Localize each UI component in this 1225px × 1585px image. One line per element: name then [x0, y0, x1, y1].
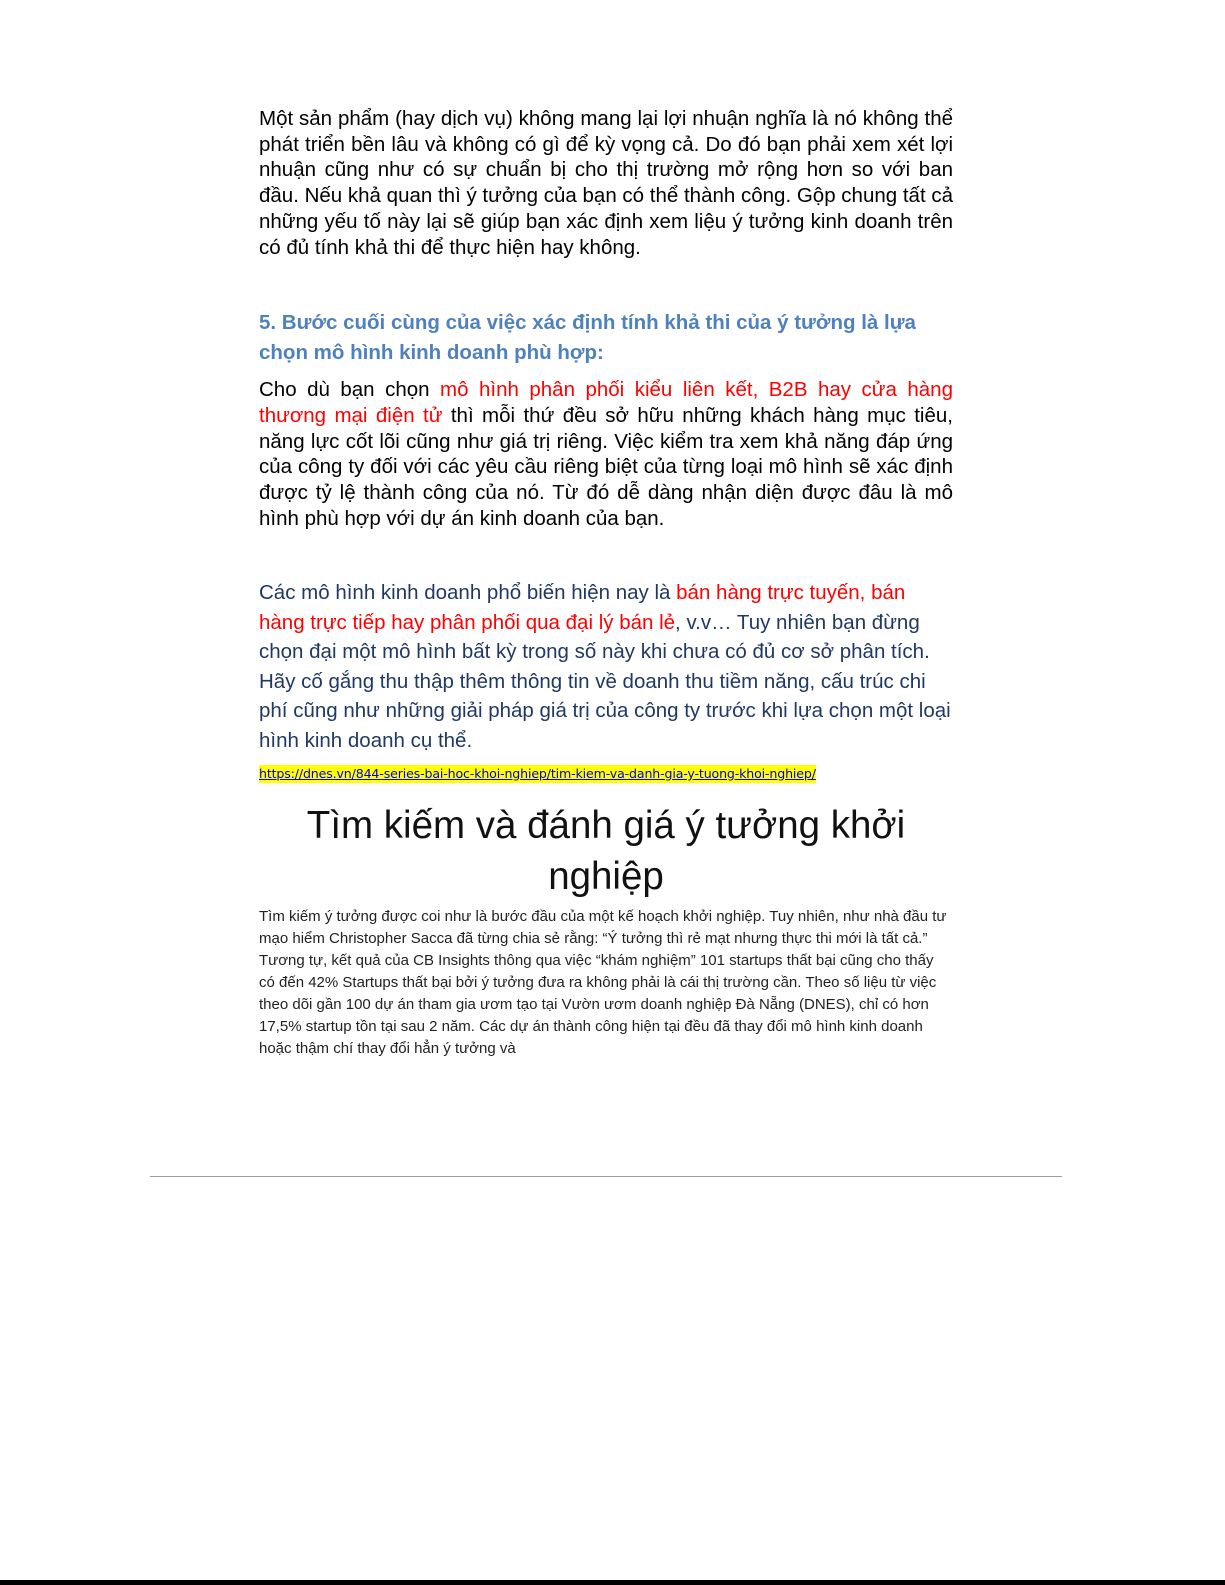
highlighted-text: bán hàng trực tuyến, bán hàng trực tiếp hay phân phối qua đại lý bán lẻ — [259, 581, 906, 634]
paragraph-profit: Một sản phẩm (hay dịch vụ) không mang lại lợi nhuận nghĩa là nó không thể phát triển bền lâu và không có gì để kỳ vọng cả. Do đó bạn phải xem xét lợi nhuận cũng như có sự chuẩn bị cho thị trường mở rộng hơn so với ban đầu. Nếu khả quan thì ý tưởng của bạn có thể thành công. Gộp chung tất cả những yếu tố này lại sẽ giúp bạn xác định xem liệu ý tưởng kinh doanh trên có đủ tính khả thi để thực hiện hay không. — [259, 107, 953, 259]
paragraph-text: Cho dù bạn chọn — [259, 378, 441, 401]
paragraph-text: , v.v… Tuy nhiên bạn đừng chọn đại một mô hình bất kỳ trong số này khi chưa có đủ cơ sở phân tích. Hãy cố gắng thu thập thêm thông tin về doanh thu tiềm năng, cấu trúc chi phí cũng như những giải pháp giá trị của công ty trước khi lựa chọn một loại hình kinh doanh cụ thể. — [259, 610, 951, 752]
highlighted-text: mô hình phân phối kiểu liên kết, B2B hay cửa hàng thương mại điện tử — [259, 378, 953, 427]
paragraph-text: thì mỗi thứ đều sở hữu những khách hàng mục tiêu, năng lực cốt lõi cũng như giá trị riêng. Việc kiểm tra xem khả năng đáp ứng của công ty đối với các yêu cầu riêng biệt của từng loại mô hình sẽ xác định được tỷ lệ thành công của nó. Từ đó dễ dàng nhận diện được đâu là mô hình phù hợp với dự án kinh doanh của bạn. — [259, 403, 953, 530]
section-heading-5: 5. Bước cuối cùng của việc xác định tính khả thi của ý tưởng là lựa chọn mô hình kinh doanh phù hợp: — [259, 311, 916, 364]
source-link[interactable]: https://dnes.vn/844-series-bai-hoc-khoi-nghiep/tim-kiem-va-danh-gia-y-tuong-khoi-nghiep/ — [259, 766, 816, 781]
paragraph-text: Các mô hình kinh doanh phổ biến hiện nay là — [259, 581, 677, 604]
article-title: Tìm kiếm và đánh giá ý tưởng khởi nghiệp — [306, 804, 906, 898]
bottom-border — [0, 1580, 1225, 1585]
page-divider — [150, 1176, 1062, 1177]
paragraph-business-model-choice — [259, 377, 953, 532]
paragraph-popular-models — [259, 578, 953, 756]
article-body: Tìm kiếm ý tưởng được coi như là bước đầu của một kế hoạch khởi nghiệp. Tuy nhiên, như nhà đầu tư mạo hiểm Christopher Sacca đã từng chia sẻ rằng: “Ý tưởng thì rẻ mạt nhưng thực thi mới là tất cả.” Tương tự, kết quả của CB Insights thông qua việc “khám nghiệm” 101 startups thất bại cũng cho thấy có đến 42% Startups thất bại bởi ý tưởng đưa ra không phải là cái thị trường cần. Theo số liệu từ việc theo dõi gần 100 dự án tham gia ươm tạo tại Vườn ươm doanh nghiệp Đà Nẵng (DNES), chỉ có hơn 17,5% startup tồn tại sau 2 năm. Các dự án thành công hiện tại đều đã thay đổi mô hình kinh doanh hoặc thậm chí thay đổi hẳn ý tưởng và — [259, 908, 947, 1057]
